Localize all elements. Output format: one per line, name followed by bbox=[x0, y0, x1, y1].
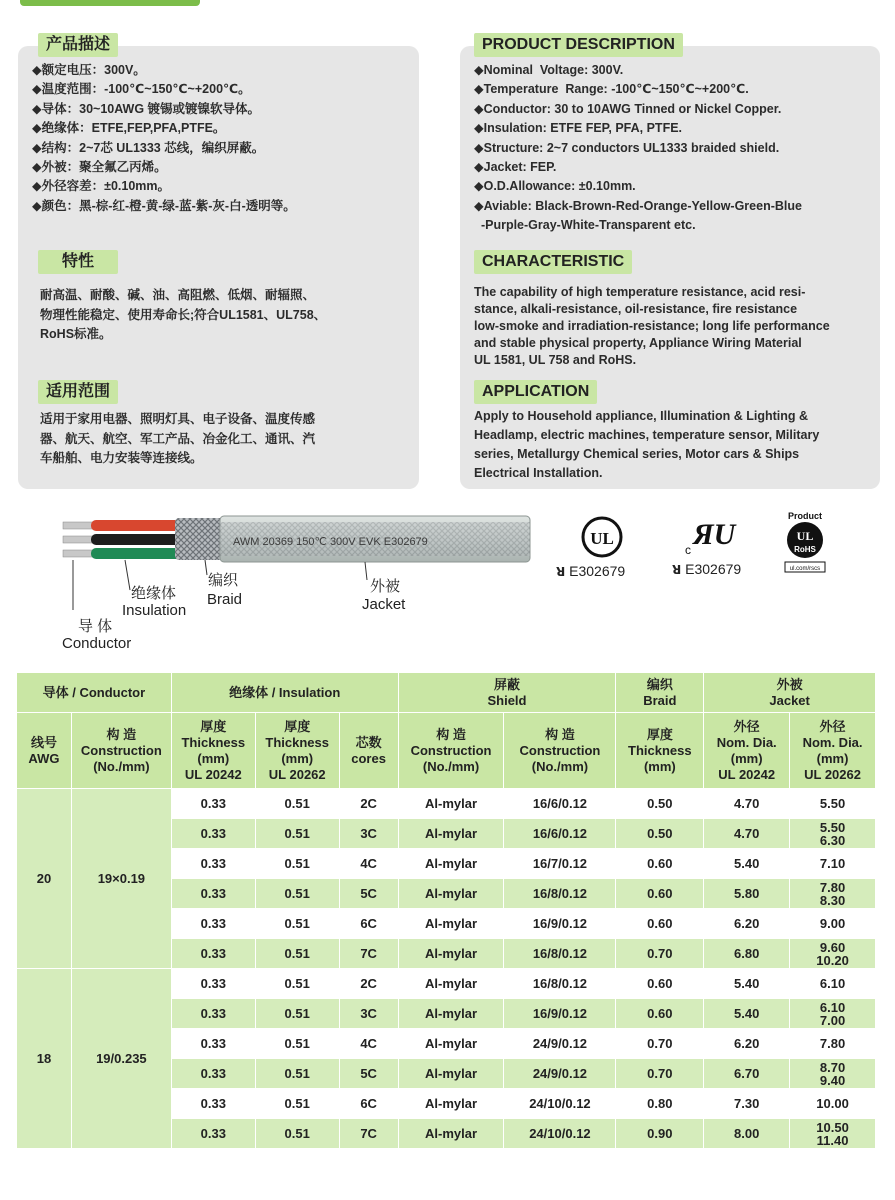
cell-braid-con: 16/8/0.12 bbox=[504, 939, 616, 969]
en-char-line: stance, alkali-resistance, oil-resistance, fire resistance bbox=[474, 302, 798, 316]
rohs-product-label: Product bbox=[787, 511, 823, 521]
cell-t1: 0.33 bbox=[171, 789, 255, 819]
cell-od1: 7.30 bbox=[704, 1089, 790, 1119]
en-desc-line: -Purple-Gray-White-Transparent etc. bbox=[474, 218, 696, 233]
th-shield: 屏蔽 Shield bbox=[398, 673, 616, 713]
cell-od2: 10.00 bbox=[790, 1089, 876, 1119]
cell-cores: 4C bbox=[339, 1029, 398, 1059]
th-construction: 构 造 Construction (No./mm) bbox=[71, 713, 171, 789]
cell-t1: 0.33 bbox=[171, 1029, 255, 1059]
braid-layer bbox=[175, 518, 225, 560]
en-char-line: low-smoke and irradiation-resistance; long life performance bbox=[474, 319, 830, 333]
cell-shield: Al-mylar bbox=[398, 969, 504, 999]
th-insulation: 绝缘体 / Insulation bbox=[171, 673, 398, 713]
cell-od2: 6.10 7.00 bbox=[790, 999, 876, 1029]
cn-app-line: 器、航天、航空、军工产品、冶金化工、通讯、汽 bbox=[40, 431, 316, 446]
cell-cores: 3C bbox=[339, 999, 398, 1029]
top-decor bbox=[0, 0, 895, 14]
en-desc-line: ◆Conductor: 30 to 10AWG Tinned or Nickel Copper. bbox=[474, 101, 782, 116]
cell-od1: 6.20 bbox=[704, 909, 790, 939]
cn-app-text bbox=[40, 410, 315, 469]
th-awg: 线号 AWG bbox=[17, 713, 72, 789]
cell-shield: Al-mylar bbox=[398, 1119, 504, 1149]
cell-t2: 0.51 bbox=[255, 1029, 339, 1059]
cell-cores: 3C bbox=[339, 819, 398, 849]
en-app-line: Headlamp, electric machines, temperature sensor, Military bbox=[474, 428, 820, 442]
th-jacket: 外被 Jacket bbox=[704, 673, 876, 713]
cell-braid-con: 16/9/0.12 bbox=[504, 999, 616, 1029]
spec-table bbox=[16, 672, 876, 1149]
cell-cores: 5C bbox=[339, 879, 398, 909]
cell-t1: 0.33 bbox=[171, 1059, 255, 1089]
cell-t1: 0.33 bbox=[171, 1089, 255, 1119]
cell-shield: Al-mylar bbox=[398, 789, 504, 819]
cell-braid-t: 0.70 bbox=[616, 1059, 704, 1089]
cell-shield: Al-mylar bbox=[398, 1029, 504, 1059]
en-char-title: CHARACTERISTIC bbox=[474, 250, 632, 274]
cell-t1: 0.33 bbox=[171, 999, 255, 1029]
cn-app-title: 适用范围 bbox=[38, 380, 118, 404]
cell-od1: 6.80 bbox=[704, 939, 790, 969]
cn-desc-line: ◆温度范围：-100℃~150℃~+200℃。 bbox=[32, 82, 251, 97]
cell-t2: 0.51 bbox=[255, 879, 339, 909]
th-braid: 编织 Braid bbox=[616, 673, 704, 713]
label-braid-cn: 编织 bbox=[208, 572, 239, 589]
cell-braid-t: 0.60 bbox=[616, 909, 704, 939]
ul-file-1: ꓤ E302679 bbox=[556, 563, 626, 579]
cell-braid-t: 0.70 bbox=[616, 939, 704, 969]
cell-t1: 0.33 bbox=[171, 819, 255, 849]
cn-desc-line: ◆结构：2~7芯 UL1333 芯线，编织屏蔽。 bbox=[32, 140, 265, 155]
cell-braid-con: 24/9/0.12 bbox=[504, 1059, 616, 1089]
cell-braid-t: 0.60 bbox=[616, 969, 704, 999]
ul-url: ul.com/rscs bbox=[789, 566, 821, 572]
en-app-line: Apply to Household appliance, Illumination & Lighting & bbox=[474, 409, 809, 423]
cell-braid-con: 16/6/0.12 bbox=[504, 819, 616, 849]
rohs-ul-icon bbox=[782, 510, 828, 578]
label-braid-en: Braid bbox=[207, 591, 243, 608]
cell-shield: Al-mylar bbox=[398, 999, 504, 1029]
cell-t2: 0.51 bbox=[255, 969, 339, 999]
label-jacket-cn: 外被 bbox=[370, 578, 401, 595]
en-desc-title: PRODUCT DESCRIPTION bbox=[474, 33, 683, 57]
cell-cores: 5C bbox=[339, 1059, 398, 1089]
svg-text:c: c bbox=[685, 543, 691, 556]
en-char-line: UL 1581, UL 758 and RoHS. bbox=[474, 353, 637, 367]
cell-construction: 19×0.19 bbox=[71, 789, 171, 969]
cell-braid-con: 16/7/0.12 bbox=[504, 849, 616, 879]
cell-t2: 0.51 bbox=[255, 1089, 339, 1119]
cell-braid-t: 0.50 bbox=[616, 819, 704, 849]
en-char-line: The capability of high temperature resistance, acid resi- bbox=[474, 285, 806, 299]
svg-text:UL: UL bbox=[796, 529, 814, 543]
th-conductor: 导体 / Conductor bbox=[17, 673, 172, 713]
cell-braid-con: 16/6/0.12 bbox=[504, 789, 616, 819]
cell-braid-con: 16/9/0.12 bbox=[504, 909, 616, 939]
th-braid-thick: 厚度 Thickness (mm) bbox=[616, 713, 704, 789]
cn-desc-list bbox=[32, 61, 296, 216]
cell-shield: Al-mylar bbox=[398, 909, 504, 939]
en-desc-line: ◆Structure: 2~7 conductors UL1333 braided shield. bbox=[474, 140, 780, 155]
cell-cores: 7C bbox=[339, 939, 398, 969]
cell-od2: 7.10 bbox=[790, 849, 876, 879]
ur-recognized-icon bbox=[685, 510, 749, 556]
th-cores: 芯数 cores bbox=[339, 713, 398, 789]
cell-braid-t: 0.80 bbox=[616, 1089, 704, 1119]
cell-od2: 8.70 9.40 bbox=[790, 1059, 876, 1089]
cell-t1: 0.33 bbox=[171, 849, 255, 879]
cn-char-line: 物理性能稳定、使用寿命长;符合UL1581、UL758、 bbox=[40, 307, 327, 322]
cell-od2: 6.10 bbox=[790, 969, 876, 999]
cell-od1: 8.00 bbox=[704, 1119, 790, 1149]
cn-app-line: 适用于家用电器、照明灯具、电子设备、温度传感 bbox=[40, 412, 316, 426]
ul-file-2: ꓤ E302679 bbox=[672, 561, 742, 577]
cn-desc-line: ◆外被：聚全氟乙丙烯。 bbox=[32, 160, 167, 175]
cell-cores: 4C bbox=[339, 849, 398, 879]
cell-braid-t: 0.60 bbox=[616, 849, 704, 879]
cell-t2: 0.51 bbox=[255, 849, 339, 879]
cell-od1: 5.40 bbox=[704, 849, 790, 879]
th-thick-20242: 厚度 Thickness (mm) UL 20242 bbox=[171, 713, 255, 789]
conductor-strands bbox=[63, 522, 93, 557]
cell-braid-con: 24/10/0.12 bbox=[504, 1089, 616, 1119]
cell-awg: 18 bbox=[17, 969, 72, 1149]
cell-od2: 7.80 8.30 bbox=[790, 879, 876, 909]
en-desc-line: ◆Temperature Range: -100℃~150℃~+200℃. bbox=[474, 82, 749, 97]
cell-t1: 0.33 bbox=[171, 1119, 255, 1149]
table-body bbox=[17, 789, 876, 1149]
cell-od2: 10.50 11.40 bbox=[790, 1119, 876, 1149]
cell-t2: 0.51 bbox=[255, 1059, 339, 1089]
svg-text:UL: UL bbox=[590, 529, 614, 548]
cell-braid-con: 24/10/0.12 bbox=[504, 1119, 616, 1149]
svg-text:ЯU: ЯU bbox=[693, 518, 736, 551]
cell-braid-t: 0.60 bbox=[616, 879, 704, 909]
cell-cores: 6C bbox=[339, 909, 398, 939]
cell-t1: 0.33 bbox=[171, 909, 255, 939]
th-thick-20262: 厚度 Thickness (mm) UL 20262 bbox=[255, 713, 339, 789]
table-row bbox=[17, 969, 876, 999]
cell-braid-t: 0.60 bbox=[616, 999, 704, 1029]
cell-t2: 0.51 bbox=[255, 999, 339, 1029]
cell-shield: Al-mylar bbox=[398, 849, 504, 879]
cable-print-text: AWM 20369 150℃ 300V EVK E302679 bbox=[233, 536, 428, 548]
cell-od2: 9.00 bbox=[790, 909, 876, 939]
cell-shield: Al-mylar bbox=[398, 1059, 504, 1089]
en-char-line: and stable physical property, Appliance Wiring Material bbox=[474, 336, 802, 350]
ul-file-1-number: E302679 bbox=[569, 563, 626, 579]
en-desc-line: ◆Nominal Voltage: 300V. bbox=[474, 63, 624, 77]
cell-t2: 0.51 bbox=[255, 819, 339, 849]
cell-t2: 0.51 bbox=[255, 939, 339, 969]
cn-desc-title: 产品描述 bbox=[38, 33, 118, 57]
cell-cores: 6C bbox=[339, 1089, 398, 1119]
cell-shield: Al-mylar bbox=[398, 879, 504, 909]
cn-desc-line: ◆额定电压：300V。 bbox=[32, 63, 146, 77]
table-row bbox=[17, 789, 876, 819]
cn-desc-line: ◆颜色：黑-棕-红-橙-黄-绿-蓝-紫-灰-白-透明等。 bbox=[32, 198, 296, 213]
th-od-20242: 外径 Nom. Dia. (mm) UL 20242 bbox=[704, 713, 790, 789]
en-desc-line: ◆Aviable: Black-Brown-Red-Orange-Yellow-Green-Blue bbox=[474, 198, 802, 213]
cell-t1: 0.33 bbox=[171, 969, 255, 999]
cn-char-title: 特性 bbox=[38, 250, 118, 274]
cell-od2: 7.80 bbox=[790, 1029, 876, 1059]
cell-od1: 6.20 bbox=[704, 1029, 790, 1059]
ul-file-2-number: E302679 bbox=[685, 561, 742, 577]
en-char-text bbox=[474, 284, 830, 369]
cell-cores: 2C bbox=[339, 969, 398, 999]
cn-desc-line: ◆导体：30~10AWG 镀锡或镀镍软导体。 bbox=[32, 101, 261, 116]
cell-t1: 0.33 bbox=[171, 939, 255, 969]
en-app-line: Electrical Installation. bbox=[474, 466, 603, 480]
cn-char-line: 耐高温、耐酸、碱、油、高阻燃、低烟、耐辐照、 bbox=[40, 288, 316, 302]
en-desc-list bbox=[474, 61, 802, 236]
cell-t2: 0.51 bbox=[255, 909, 339, 939]
cell-od2: 5.50 6.30 bbox=[790, 819, 876, 849]
cell-t2: 0.51 bbox=[255, 1119, 339, 1149]
cell-braid-con: 16/8/0.12 bbox=[504, 969, 616, 999]
cell-od2: 9.60 10.20 bbox=[790, 939, 876, 969]
cell-awg: 20 bbox=[17, 789, 72, 969]
cell-od1: 4.70 bbox=[704, 789, 790, 819]
cn-desc-line: ◆外径容差：±0.10mm。 bbox=[32, 179, 171, 194]
cell-braid-con: 16/8/0.12 bbox=[504, 879, 616, 909]
table-subheader bbox=[17, 713, 876, 789]
cell-shield: Al-mylar bbox=[398, 1089, 504, 1119]
en-app-title: APPLICATION bbox=[474, 380, 597, 404]
cell-braid-con: 24/9/0.12 bbox=[504, 1029, 616, 1059]
en-desc-line: ◆Jacket: FEP. bbox=[474, 160, 557, 175]
cell-construction: 19/0.235 bbox=[71, 969, 171, 1149]
cell-od1: 5.40 bbox=[704, 999, 790, 1029]
cell-braid-t: 0.90 bbox=[616, 1119, 704, 1149]
cell-od1: 6.70 bbox=[704, 1059, 790, 1089]
cn-char-line: RoHS标准。 bbox=[40, 327, 112, 341]
label-conductor-cn: 导 体 bbox=[78, 618, 113, 635]
cell-od1: 5.80 bbox=[704, 879, 790, 909]
cell-od2: 5.50 bbox=[790, 789, 876, 819]
insulated-wires bbox=[91, 520, 181, 559]
th-shield-con: 构 造 Construction (No./mm) bbox=[398, 713, 504, 789]
cell-t1: 0.33 bbox=[171, 879, 255, 909]
ul-logo-icon bbox=[580, 515, 624, 559]
cell-braid-t: 0.50 bbox=[616, 789, 704, 819]
rohs-label: RoHS bbox=[794, 545, 816, 554]
cell-cores: 2C bbox=[339, 789, 398, 819]
th-od-20262: 外径 Nom. Dia. (mm) UL 20262 bbox=[790, 713, 876, 789]
cell-braid-t: 0.70 bbox=[616, 1029, 704, 1059]
cell-od1: 4.70 bbox=[704, 819, 790, 849]
th-shield-con2: 构 造 Construction (No./mm) bbox=[504, 713, 616, 789]
label-jacket-en: Jacket bbox=[362, 596, 406, 613]
cell-cores: 7C bbox=[339, 1119, 398, 1149]
cn-app-line: 车船舶、电力安装等连接线。 bbox=[40, 451, 203, 465]
en-app-text bbox=[474, 407, 819, 483]
label-insulation-en: Insulation bbox=[122, 602, 187, 619]
label-insulation-cn: 绝缘体 bbox=[131, 585, 177, 602]
en-desc-line: ◆Insulation: ETFE FEP, PFA, PTFE. bbox=[474, 121, 683, 136]
en-desc-line: ◆O.D.Allowance: ±0.10mm. bbox=[474, 179, 636, 194]
label-conductor-en: Conductor bbox=[62, 635, 132, 652]
cell-shield: Al-mylar bbox=[398, 939, 504, 969]
cn-char-text bbox=[40, 286, 326, 345]
cell-t2: 0.51 bbox=[255, 789, 339, 819]
cell-od1: 5.40 bbox=[704, 969, 790, 999]
en-app-line: series, Metallurgy Chemical series, Motor cars & Ships bbox=[474, 447, 800, 461]
cell-shield: Al-mylar bbox=[398, 819, 504, 849]
cn-desc-line: ◆绝缘体：ETFE,FEP,PFA,PTFE。 bbox=[32, 121, 226, 136]
